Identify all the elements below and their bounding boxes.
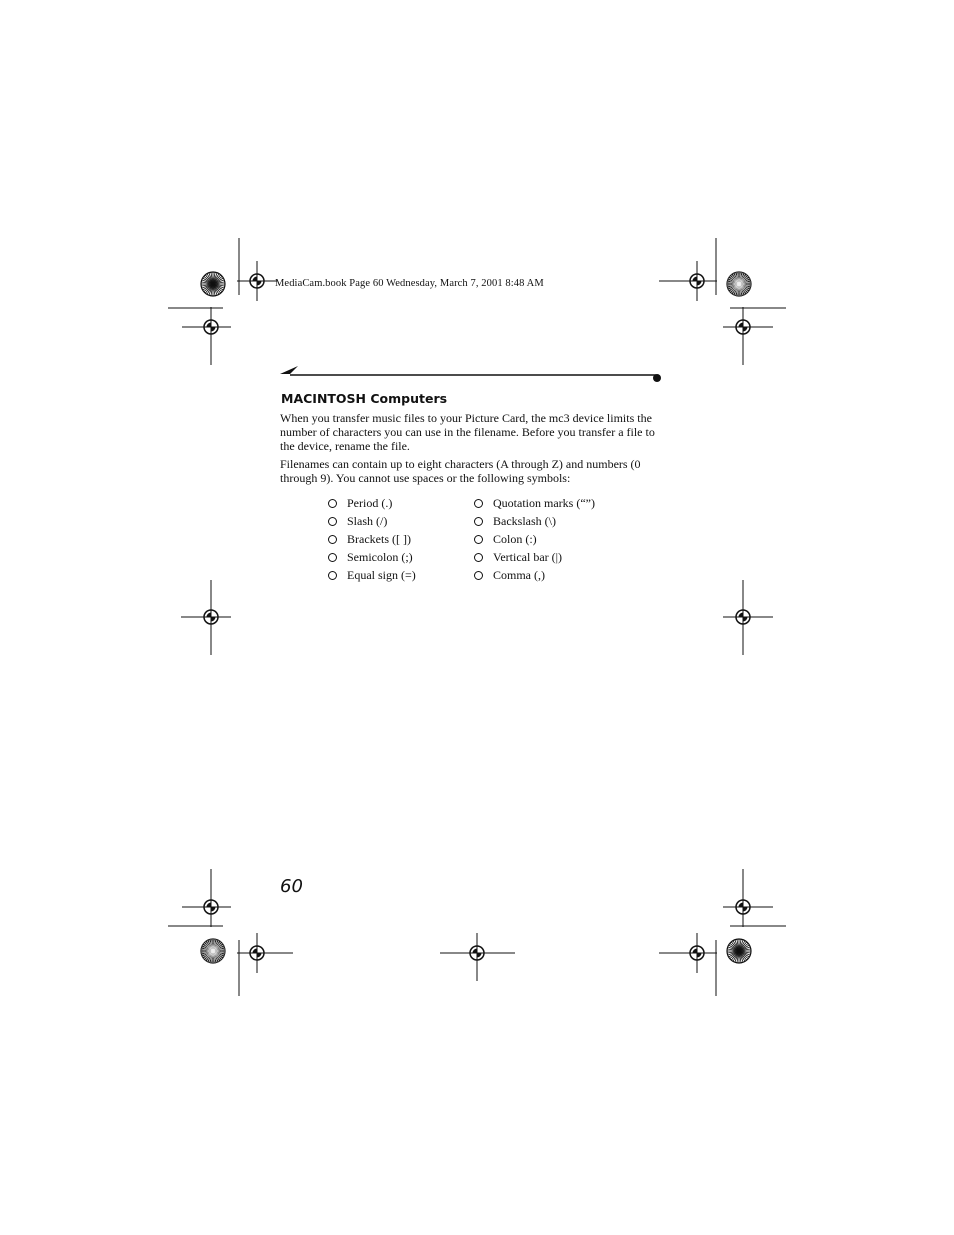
list-item [328, 548, 416, 566]
symbol-label: Equal sign (=) [347, 568, 416, 582]
list-item [328, 512, 416, 530]
color-wheel-icon [201, 272, 225, 296]
symbol-label: Colon (:) [493, 532, 537, 546]
bullet-icon [474, 499, 483, 508]
bullet-icon [328, 553, 337, 562]
list-item [474, 548, 595, 566]
list-item [474, 566, 595, 584]
paragraph-1: When you transfer music files to your Picture Card, the mc3 device limits the number of characters you can use in the filename. Before you transfer a file to the device, rename the file. [280, 411, 655, 453]
symbol-label: Quotation marks (“”) [493, 496, 595, 510]
color-wheel-icon [727, 272, 751, 296]
bullet-icon [474, 535, 483, 544]
symbols-list-left [328, 494, 416, 584]
bullet-icon [328, 571, 337, 580]
page-number: 60 [280, 876, 303, 897]
list-item [328, 494, 416, 512]
registration-mark-icon [237, 261, 277, 301]
print-header-line: MediaCam.book Page 60 Wednesday, March 7, 2001 8:48 AM [275, 278, 544, 289]
bullet-icon [474, 517, 483, 526]
list-item [328, 566, 416, 584]
bullet-icon [328, 517, 337, 526]
paragraph-2: Filenames can contain up to eight characters (A through Z) and numbers (0 through 9). You cannot use spaces or the following symbols: [280, 457, 641, 485]
color-wheel-icon [201, 939, 225, 963]
symbol-label: Slash (/) [347, 514, 388, 528]
symbols-list-right [474, 494, 595, 584]
symbol-label: Brackets ([ ]) [347, 532, 411, 546]
list-item [328, 530, 416, 548]
bullet-icon [328, 499, 337, 508]
bullet-icon [474, 571, 483, 580]
symbol-label: Semicolon (;) [347, 550, 413, 564]
section-rule [280, 362, 664, 386]
rule-end-dot-icon [653, 374, 661, 382]
bullet-icon [328, 535, 337, 544]
bullet-icon [474, 553, 483, 562]
symbol-label: Period (.) [347, 496, 393, 510]
rule-arrowhead-icon [280, 366, 298, 374]
symbol-label: Vertical bar (|) [493, 550, 563, 564]
list-item [474, 530, 595, 548]
symbol-label: Comma (,) [493, 568, 545, 582]
symbol-label: Backslash (\) [493, 514, 556, 528]
list-item [474, 512, 595, 530]
section-heading: MACINTOSH Computers [281, 391, 448, 406]
color-wheel-icon [727, 939, 751, 963]
list-item [474, 494, 595, 512]
